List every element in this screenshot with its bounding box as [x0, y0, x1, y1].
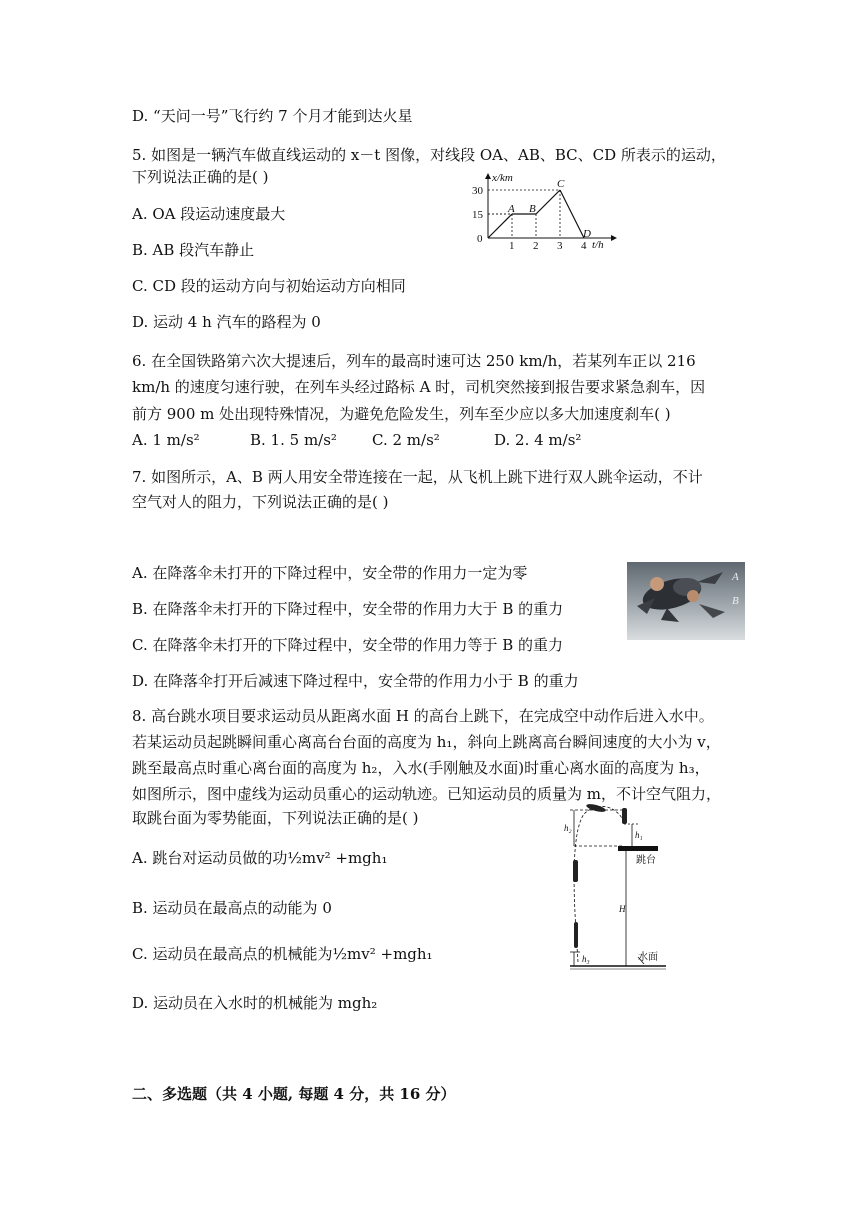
q5-stem-line-2: 下列说法正确的是( ) [132, 168, 269, 186]
q6-option-c: C. 2 m/s² [372, 431, 440, 449]
platform-edge [618, 846, 658, 851]
graph-ytick-30: 30 [472, 185, 483, 197]
section-2-title: 二、多选题（共 4 小题, 每题 4 分，共 16 分） [132, 1085, 456, 1103]
graph-ytick-15: 15 [472, 209, 483, 221]
q6-stem-line-2: km/h 的速度匀速行驶，在列车头经过路标 A 时，司机突然接到报告要求紧急刹车，因 [132, 378, 706, 396]
graph-xtick-1: 1 [509, 240, 515, 250]
q6-option-a: A. 1 m/s² [132, 431, 200, 449]
graph-xtick-2: 2 [533, 240, 539, 250]
diagram-h3: h₃ [582, 954, 590, 964]
q8-stem-line-2: 若某运动员起跳瞬间重心离高台台面的高度为 h₁，斜向上跳离高台瞬间速度的大小为 v， [132, 733, 721, 751]
graph-origin: 0 [477, 233, 483, 245]
q7-option-c: C. 在降落伞未打开的下降过程中，安全带的作用力等于 B 的重力 [132, 636, 564, 654]
q8-stem-line-3: 跳至最高点时重心离台面的高度为 h₂，入水(手刚触及水面)时重心离水面的高度为 h₃， [132, 759, 710, 777]
q7-stem-line-2: 空气对人的阻力，下列说法正确的是( ) [132, 493, 389, 511]
q7-option-b: B. 在降落伞未打开的下降过程中，安全带的作用力大于 B 的重力 [132, 600, 564, 618]
q7-stem-line-1: 7. 如图所示，A、B 两人用安全带连接在一起，从飞机上跳下进行双人跳伞运动，不计 [132, 468, 703, 486]
q5-stem-line-1: 5. 如图是一辆汽车做直线运动的 x－t 图像，对线段 OA、AB、BC、CD 所表示的运动， [132, 146, 726, 164]
q6-option-b: B. 1. 5 m/s² [250, 431, 337, 449]
q7-option-d: D. 在降落伞打开后减速下降过程中，安全带的作用力小于 B 的重力 [132, 672, 579, 690]
q8-option-b: B. 运动员在最高点的动能为 0 [132, 899, 332, 917]
photo-label-b: B [732, 595, 739, 607]
diagram-h: H [619, 904, 626, 914]
graph-xlabel: t/h [592, 239, 604, 250]
graph-segment [560, 190, 584, 238]
graph-point-d: D [583, 228, 591, 240]
q6-option-d: D. 2. 4 m/s² [494, 431, 582, 449]
diving-diagram [556, 800, 676, 978]
graph-point-a: A [508, 203, 515, 215]
q8-stem-line-5: 取跳台面为零势能面，下列说法正确的是( ) [132, 809, 419, 827]
q5-option-c: C. CD 段的运动方向与初始运动方向相同 [132, 277, 406, 295]
graph-point-c: C [557, 178, 565, 190]
q8-option-c: C. 运动员在最高点的机械能为½mv² +mgh₁ [132, 945, 433, 963]
q8-option-a: A. 跳台对运动员做的功½mv² +mgh₁ [132, 849, 388, 867]
graph-segment [488, 214, 512, 238]
q6-stem-line-3: 前方 900 m 处出现特殊情况，为避免危险发生，列车至少应以多大加速度刹车( ) [132, 405, 671, 423]
diagram-platform: 跳台 [636, 855, 656, 866]
q6-stem-line-1: 6. 在全国铁路第六次大提速后，列车的最高时速可达 250 km/h，若某列车正以 216 [132, 352, 696, 370]
graph-point-b: B [529, 203, 536, 215]
graph-xtick-3: 3 [557, 240, 563, 250]
q5-option-d: D. 运动 4 h 汽车的路程为 0 [132, 313, 321, 331]
q5-option-b: B. AB 段汽车静止 [132, 241, 255, 259]
q8-option-d: D. 运动员在入水时的机械能为 mgh₂ [132, 994, 378, 1012]
diagram-h2: h₂ [564, 823, 572, 833]
q7-option-a: A. 在降落伞未打开的下降过程中，安全带的作用力一定为零 [132, 564, 528, 582]
diagram-h1: h₁ [635, 830, 643, 840]
diagram-water: 水面 [638, 952, 658, 963]
graph-ylabel: x/km [492, 172, 513, 184]
q8-stem-line-4: 如图所示，图中虚线为运动员重心的运动轨迹。已知运动员的质量为 m，不计空气阻力， [132, 785, 721, 803]
graph-segment [536, 190, 560, 214]
photo-label-a: A [732, 571, 739, 583]
q5-xt-graph [468, 170, 628, 250]
skydivers-photo [627, 562, 745, 640]
q5-option-a: A. OA 段运动速度最大 [132, 205, 286, 223]
graph-xtick-4: 4 [581, 240, 587, 250]
q8-stem-line-1: 8. 高台跳水项目要求运动员从距离水面 H 的高台上跳下，在完成空中动作后进入水中。 [132, 707, 714, 725]
q4-option-d: D. “天问一号”飞行约 7 个月才能到达火星 [132, 107, 413, 125]
